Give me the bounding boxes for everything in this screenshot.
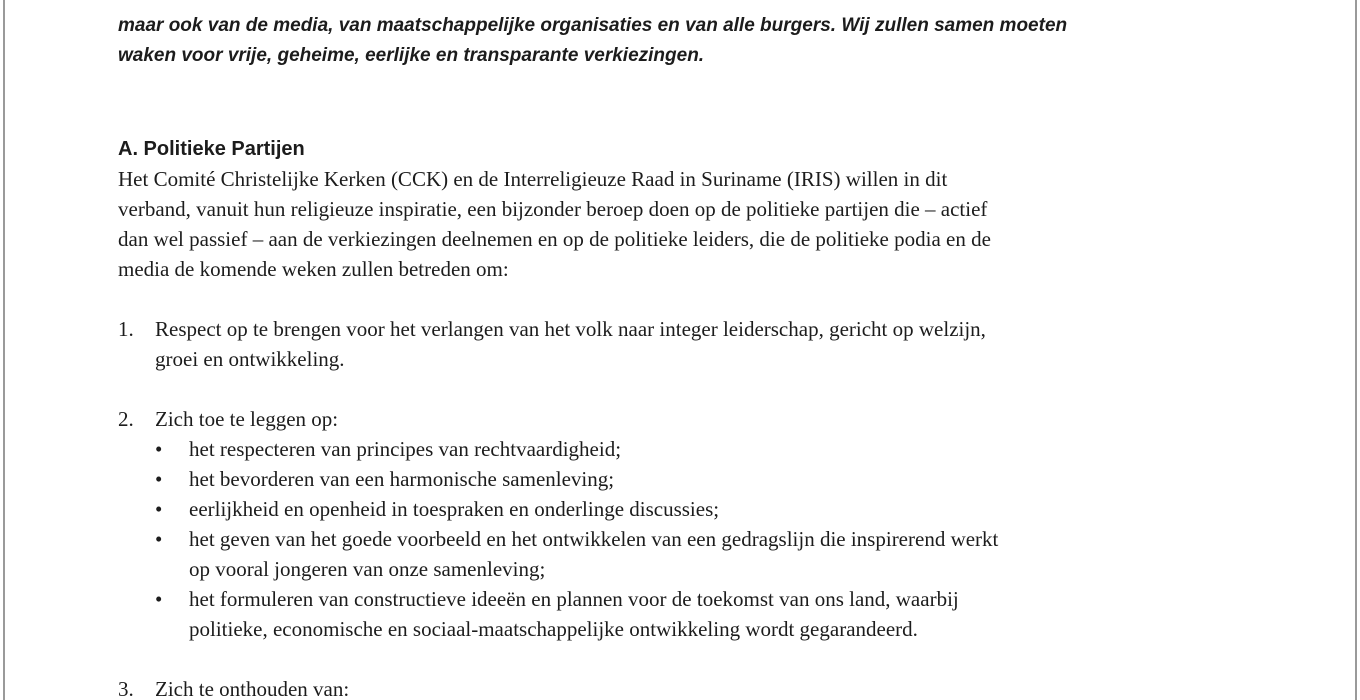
paragraph-line: Het Comité Christelijke Kerken (CCK) en de Interreligieuze Raad in Suriname (IRIS) willen in dit: [118, 167, 948, 191]
intro-line: waken voor vrije, geheime, eerlijke en transparante verkiezingen.: [118, 45, 705, 66]
list-item: [155, 464, 998, 494]
bullet-icon: •: [155, 587, 163, 611]
document-content: [118, 0, 1258, 700]
bullet-icon: •: [155, 527, 163, 551]
bullet-text: [189, 584, 959, 644]
item-body: [155, 314, 986, 374]
bullet-line: eerlijkheid en openheid in toespraken en onderlinge discussies;: [189, 497, 720, 521]
bullet-line: het formuleren van constructieve ideeën en plannen voor de toekomst van ons land, waarbij: [189, 587, 959, 611]
bullet-line: op vooral jongeren van onze samenleving;: [189, 557, 546, 581]
list-item: [155, 584, 998, 644]
intro-line-cut: [118, 0, 1258, 8]
item-number: 3.: [118, 677, 134, 700]
bullet-icon: •: [155, 467, 163, 491]
intro-line: maar ook van de media, van maatschappelijke organisaties en van alle burgers. Wij zullen samen moeten: [118, 15, 1068, 36]
paragraph-line: dan wel passief – aan de verkiezingen deelnemen en op de politieke leiders, die de politieke podia en de: [118, 227, 991, 251]
paragraph-line: media de komende weken zullen betreden om:: [118, 257, 509, 281]
item-body: [155, 674, 349, 700]
bullet-text: [189, 464, 614, 494]
item-number: 2.: [118, 407, 134, 431]
bullet-text: [189, 524, 998, 584]
section-paragraph: [118, 164, 1258, 284]
bullet-line: het respecteren van principes van rechtvaardigheid;: [189, 437, 622, 461]
intro-paragraph: [118, 0, 1258, 71]
bullet-text: [189, 494, 719, 524]
section-heading: A. Politieke Partijen: [118, 138, 305, 160]
list-item: [155, 494, 998, 524]
item-body: [155, 404, 998, 644]
paragraph-line: verband, vanuit hun religieuze inspiratie, een bijzonder beroep doen op de politieke partijen die – actief: [118, 197, 988, 221]
item-lead: Zich toe te leggen op:: [155, 407, 339, 431]
list-item: [155, 434, 998, 464]
document-page: [3, 0, 1357, 700]
bullet-line: politieke, economische en sociaal-maatschappelijke ontwikkeling wordt gegarandeerd.: [189, 617, 918, 641]
bullet-list: [155, 434, 998, 644]
item-line: groei en ontwikkeling.: [155, 347, 345, 371]
bullet-icon: •: [155, 497, 163, 521]
numbered-item-3: [118, 674, 1258, 700]
bullet-line: het geven van het goede voorbeeld en het ontwikkelen van een gedragslijn die inspirerend werkt: [189, 527, 999, 551]
item-number: 1.: [118, 317, 134, 341]
numbered-item-2: [118, 404, 1258, 644]
bullet-icon: •: [155, 437, 163, 461]
item-line: Respect op te brengen voor het verlangen van het volk naar integer leiderschap, gericht op welzijn,: [155, 317, 986, 341]
list-item: [155, 524, 998, 584]
bullet-text: [189, 434, 621, 464]
numbered-item-1: [118, 314, 1258, 374]
item-lead: Zich te onthouden van:: [155, 677, 350, 700]
bullet-line: het bevorderen van een harmonische samenleving;: [189, 467, 615, 491]
